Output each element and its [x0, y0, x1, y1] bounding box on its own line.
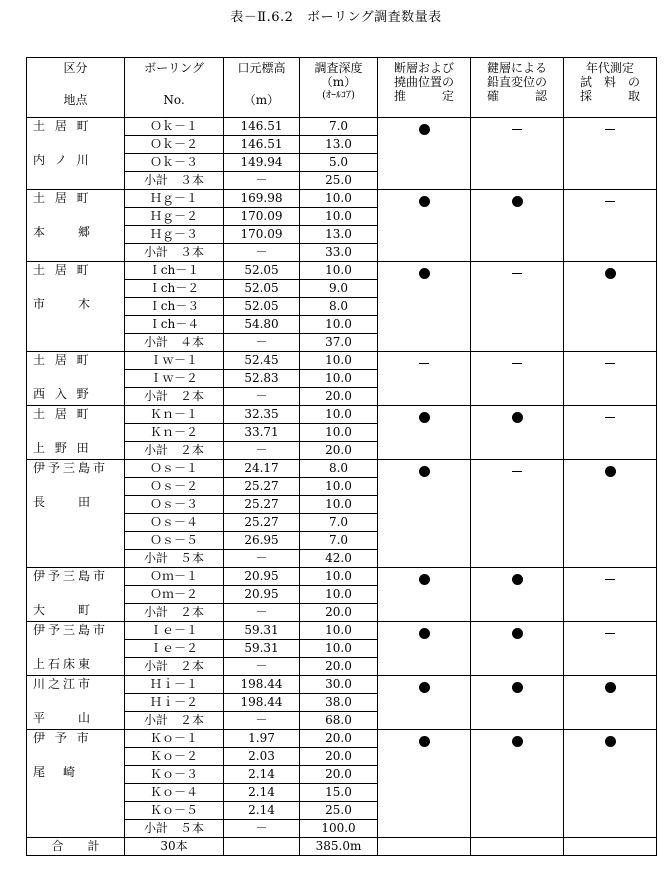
- elevation-cell: 146.51: [224, 118, 300, 136]
- depth-cell: 10.0: [300, 406, 378, 424]
- dot-mark-icon: [605, 682, 616, 693]
- location-city: 伊 予 市: [33, 731, 92, 745]
- age-cell: [564, 118, 657, 190]
- fault-cell: [378, 352, 471, 406]
- boring-no-cell: Ｋｏ－２: [125, 748, 224, 766]
- boring-no-cell: Ｏｓ－３: [125, 496, 224, 514]
- key-cell: [471, 460, 564, 568]
- elevation-cell: 52.83: [224, 370, 300, 388]
- boring-no-cell: Ｈｇ－３: [125, 226, 224, 244]
- elevation-cell: －: [224, 172, 300, 190]
- elevation-cell: 25.27: [224, 478, 300, 496]
- dash-mark-icon: [605, 129, 615, 130]
- dot-mark-icon: [512, 628, 523, 639]
- dot-mark-icon: [512, 682, 523, 693]
- total-count: 30本: [125, 838, 224, 856]
- depth-cell: 10.0: [300, 370, 378, 388]
- fault-cell: [378, 676, 471, 730]
- elevation-cell: 33.71: [224, 424, 300, 442]
- total-depth: 385.0m: [300, 838, 378, 856]
- boring-no-cell: 小計 ５本: [125, 820, 224, 838]
- age-cell: [564, 730, 657, 838]
- location-district: 大 町: [33, 603, 94, 617]
- boring-no-cell: Ｏｋ－３: [125, 154, 224, 172]
- dot-mark-icon: [419, 682, 430, 693]
- boring-no-cell: Ｈｉ－２: [125, 694, 224, 712]
- boring-no-cell: Ｋｏ－１: [125, 730, 224, 748]
- boring-no-cell: Ｉch－１: [125, 262, 224, 280]
- age-cell: [564, 262, 657, 352]
- depth-cell: 7.0: [300, 118, 378, 136]
- key-cell: [471, 676, 564, 730]
- boring-no-cell: 小計 ３本: [125, 172, 224, 190]
- elevation-cell: 2.14: [224, 766, 300, 784]
- fault-cell: [378, 568, 471, 622]
- depth-cell: 7.0: [300, 532, 378, 550]
- elevation-cell: 25.27: [224, 496, 300, 514]
- boring-no-cell: 小計 ２本: [125, 442, 224, 460]
- dash-mark-icon: [605, 363, 615, 364]
- location-cell: [27, 460, 125, 568]
- dash-mark-icon: [605, 579, 615, 580]
- boring-no-cell: Ｋｏ－４: [125, 784, 224, 802]
- table-row: [27, 730, 657, 748]
- depth-cell: 10.0: [300, 568, 378, 586]
- elevation-cell: 2.14: [224, 784, 300, 802]
- depth-cell: 15.0: [300, 784, 378, 802]
- depth-cell: 10.0: [300, 496, 378, 514]
- location-city: 川之江市: [33, 677, 94, 691]
- location-cell: [27, 676, 125, 730]
- dot-mark-icon: [419, 124, 430, 135]
- location-cell: [27, 406, 125, 460]
- table-row: [27, 460, 657, 478]
- location-city: 土 居 町: [33, 263, 92, 277]
- elevation-cell: 20.95: [224, 568, 300, 586]
- boring-no-cell: Ｏｋ－１: [125, 118, 224, 136]
- dot-mark-icon: [512, 196, 523, 207]
- depth-cell: 20.0: [300, 604, 378, 622]
- depth-cell: 13.0: [300, 136, 378, 154]
- depth-cell: 42.0: [300, 550, 378, 568]
- depth-cell: 10.0: [300, 478, 378, 496]
- elevation-cell: 54.80: [224, 316, 300, 334]
- table-row: [27, 262, 657, 280]
- depth-cell: 10.0: [300, 190, 378, 208]
- dot-mark-icon: [512, 412, 523, 423]
- depth-cell: 10.0: [300, 352, 378, 370]
- depth-cell: 13.0: [300, 226, 378, 244]
- boring-no-cell: Ｉｅ－１: [125, 622, 224, 640]
- boring-no-cell: Ｈｇ－１: [125, 190, 224, 208]
- fault-cell: [378, 406, 471, 460]
- depth-cell: 10.0: [300, 424, 378, 442]
- table-row: [27, 568, 657, 586]
- boring-no-cell: Ｏｋ－２: [125, 136, 224, 154]
- dot-mark-icon: [419, 268, 430, 279]
- boring-no-cell: Ｏｓ－５: [125, 532, 224, 550]
- boring-no-cell: 小計 ２本: [125, 712, 224, 730]
- location-district: 長 田: [33, 495, 94, 509]
- elevation-cell: －: [224, 550, 300, 568]
- dot-mark-icon: [419, 466, 430, 477]
- depth-cell: 68.0: [300, 712, 378, 730]
- age-cell: [564, 676, 657, 730]
- elevation-cell: 52.05: [224, 298, 300, 316]
- table-title: 表－Ⅱ.6.2 ボーリング調査数量表: [230, 10, 442, 25]
- boring-no-cell: Ｏｓ－２: [125, 478, 224, 496]
- boring-no-cell: 小計 ４本: [125, 334, 224, 352]
- boring-no-cell: 小計 ３本: [125, 244, 224, 262]
- elevation-cell: －: [224, 334, 300, 352]
- location-district: 尾 崎: [33, 765, 79, 779]
- key-cell: [471, 730, 564, 838]
- dash-mark-icon: [512, 273, 522, 274]
- elevation-cell: 146.51: [224, 136, 300, 154]
- depth-cell: 38.0: [300, 694, 378, 712]
- depth-cell: 10.0: [300, 622, 378, 640]
- header-depth: 調査深度 （m） (ｵｰﾙｺｱ): [300, 58, 378, 118]
- depth-cell: 25.0: [300, 172, 378, 190]
- elevation-cell: 198.44: [224, 694, 300, 712]
- depth-cell: 25.0: [300, 802, 378, 820]
- dot-mark-icon: [605, 268, 616, 279]
- elevation-cell: 2.14: [224, 802, 300, 820]
- location-district: 西 入 野: [33, 387, 92, 401]
- location-cell: [27, 622, 125, 676]
- elevation-cell: 59.31: [224, 622, 300, 640]
- header-key-layer: 鍵層による 鉛直変位の 確 認: [471, 58, 564, 118]
- fault-cell: [378, 622, 471, 676]
- age-cell: [564, 568, 657, 622]
- elevation-cell: 2.03: [224, 748, 300, 766]
- depth-cell: 10.0: [300, 316, 378, 334]
- location-district: 平 山: [33, 711, 94, 725]
- table-row: [27, 622, 657, 640]
- key-cell: [471, 622, 564, 676]
- boring-no-cell: Ｉch－３: [125, 298, 224, 316]
- total-empty-key: [471, 838, 564, 856]
- key-cell: [471, 568, 564, 622]
- dot-mark-icon: [605, 736, 616, 747]
- boring-no-cell: Ｋｏ－３: [125, 766, 224, 784]
- elevation-cell: 170.09: [224, 226, 300, 244]
- age-cell: [564, 406, 657, 460]
- key-cell: [471, 352, 564, 406]
- boring-no-cell: Ｉｗ－１: [125, 352, 224, 370]
- location-cell: [27, 352, 125, 406]
- elevation-cell: 198.44: [224, 676, 300, 694]
- location-city: 伊予三島市: [33, 623, 109, 637]
- depth-cell: 10.0: [300, 586, 378, 604]
- location-cell: [27, 568, 125, 622]
- dash-mark-icon: [419, 363, 429, 364]
- fault-cell: [378, 730, 471, 838]
- dash-mark-icon: [512, 471, 522, 472]
- elevation-cell: 59.31: [224, 640, 300, 658]
- fault-cell: [378, 118, 471, 190]
- age-cell: [564, 460, 657, 568]
- dot-mark-icon: [512, 736, 523, 747]
- boring-no-cell: Ｏｍ－２: [125, 586, 224, 604]
- depth-cell: 100.0: [300, 820, 378, 838]
- depth-cell: 20.0: [300, 442, 378, 460]
- location-city: 土 居 町: [33, 353, 92, 367]
- header-row: [27, 58, 657, 118]
- dot-mark-icon: [512, 574, 523, 585]
- elevation-cell: －: [224, 658, 300, 676]
- dot-mark-icon: [419, 196, 430, 207]
- fault-cell: [378, 190, 471, 262]
- header-boring: ボーリング No.: [125, 58, 224, 118]
- depth-cell: 7.0: [300, 514, 378, 532]
- location-cell: [27, 262, 125, 352]
- key-cell: [471, 190, 564, 262]
- elevation-cell: －: [224, 604, 300, 622]
- depth-cell: 20.0: [300, 658, 378, 676]
- location-city: 伊予三島市: [33, 569, 109, 583]
- location-district: 内 ノ 川: [33, 153, 92, 167]
- elevation-cell: －: [224, 388, 300, 406]
- depth-cell: 20.0: [300, 748, 378, 766]
- depth-cell: 10.0: [300, 208, 378, 226]
- depth-cell: 9.0: [300, 280, 378, 298]
- table-row: [27, 676, 657, 694]
- dash-mark-icon: [512, 129, 522, 130]
- dot-mark-icon: [605, 466, 616, 477]
- elevation-cell: 32.35: [224, 406, 300, 424]
- depth-cell: 10.0: [300, 640, 378, 658]
- boring-no-cell: Ｉch－４: [125, 316, 224, 334]
- header-area: 区分 地点: [27, 58, 125, 118]
- boring-no-cell: 小計 ２本: [125, 658, 224, 676]
- elevation-cell: 25.27: [224, 514, 300, 532]
- table-row: [27, 190, 657, 208]
- boring-no-cell: Ｋｎ－１: [125, 406, 224, 424]
- boring-no-cell: Ｉｅ－２: [125, 640, 224, 658]
- elevation-cell: 24.17: [224, 460, 300, 478]
- location-city: 土 居 町: [33, 407, 92, 421]
- key-cell: [471, 262, 564, 352]
- age-cell: [564, 352, 657, 406]
- boring-no-cell: 小計 ５本: [125, 550, 224, 568]
- age-cell: [564, 622, 657, 676]
- elevation-cell: －: [224, 442, 300, 460]
- fault-cell: [378, 460, 471, 568]
- header-elevation: 口元標高 （m）: [224, 58, 300, 118]
- boring-no-cell: Ｉch－２: [125, 280, 224, 298]
- boring-survey-table: [26, 57, 657, 856]
- depth-cell: 8.0: [300, 460, 378, 478]
- key-cell: [471, 118, 564, 190]
- depth-cell: 20.0: [300, 730, 378, 748]
- elevation-cell: 26.95: [224, 532, 300, 550]
- dash-mark-icon: [605, 201, 615, 202]
- dash-mark-icon: [605, 417, 615, 418]
- boring-no-cell: Ｋｏ－５: [125, 802, 224, 820]
- location-cell: [27, 190, 125, 262]
- age-cell: [564, 190, 657, 262]
- location-city: 土 居 町: [33, 119, 92, 133]
- depth-cell: 37.0: [300, 334, 378, 352]
- total-empty-fault: [378, 838, 471, 856]
- dot-mark-icon: [419, 574, 430, 585]
- header-fault: 断層および 撓曲位置の 推 定: [378, 58, 471, 118]
- elevation-cell: 149.94: [224, 154, 300, 172]
- elevation-cell: －: [224, 712, 300, 730]
- boring-no-cell: Ｏｓ－４: [125, 514, 224, 532]
- total-elevation-empty: [224, 838, 300, 856]
- location-city: 伊予三島市: [33, 461, 109, 475]
- elevation-cell: 1.97: [224, 730, 300, 748]
- boring-no-cell: Ｈｇ－２: [125, 208, 224, 226]
- dot-mark-icon: [419, 628, 430, 639]
- header-age-dating: 年代測定 試 料 の 採 取: [564, 58, 657, 118]
- total-empty-age: [564, 838, 657, 856]
- dash-mark-icon: [605, 633, 615, 634]
- location-district: 上 野 田: [33, 441, 92, 455]
- dash-mark-icon: [512, 363, 522, 364]
- dot-mark-icon: [419, 736, 430, 747]
- elevation-cell: 169.98: [224, 190, 300, 208]
- location-city: 土 居 町: [33, 191, 92, 205]
- fault-cell: [378, 262, 471, 352]
- boring-no-cell: 小計 ２本: [125, 604, 224, 622]
- total-label: 合 計: [27, 838, 125, 856]
- elevation-cell: －: [224, 244, 300, 262]
- elevation-cell: 170.09: [224, 208, 300, 226]
- boring-no-cell: Ｈｉ－１: [125, 676, 224, 694]
- depth-cell: 33.0: [300, 244, 378, 262]
- depth-cell: 30.0: [300, 676, 378, 694]
- location-district: 本 郷: [33, 225, 94, 239]
- location-cell: [27, 118, 125, 190]
- elevation-cell: 20.95: [224, 586, 300, 604]
- boring-no-cell: Ｏｍ－１: [125, 568, 224, 586]
- table-row: [27, 352, 657, 370]
- table-row: [27, 118, 657, 136]
- elevation-cell: 52.45: [224, 352, 300, 370]
- boring-no-cell: Ｏｓ－１: [125, 460, 224, 478]
- elevation-cell: －: [224, 820, 300, 838]
- location-district: 市 木: [33, 297, 94, 311]
- elevation-cell: 52.05: [224, 262, 300, 280]
- key-cell: [471, 406, 564, 460]
- table-row: [27, 406, 657, 424]
- depth-cell: 20.0: [300, 766, 378, 784]
- depth-cell: 5.0: [300, 154, 378, 172]
- boring-no-cell: 小計 ２本: [125, 388, 224, 406]
- location-cell: [27, 730, 125, 838]
- boring-no-cell: Ｉｗ－２: [125, 370, 224, 388]
- depth-cell: 8.0: [300, 298, 378, 316]
- boring-no-cell: Ｋｎ－２: [125, 424, 224, 442]
- total-row: [27, 838, 657, 856]
- depth-cell: 20.0: [300, 388, 378, 406]
- depth-cell: 10.0: [300, 262, 378, 280]
- dot-mark-icon: [419, 412, 430, 423]
- elevation-cell: 52.05: [224, 280, 300, 298]
- location-district: 上石床東: [33, 657, 94, 671]
